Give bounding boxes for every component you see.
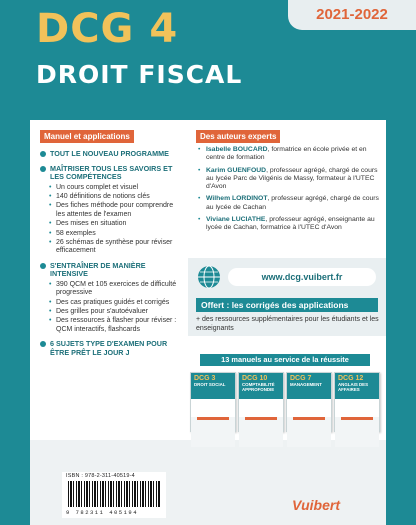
author-item: • Wilhem LORDINOT, professeur agrégé, chargé de cours au lycée de Cachan [206,195,380,212]
offer-description: + des ressources supplémentaires pour les étudiants et les enseignants [196,316,379,332]
book-thumbnail [334,372,380,432]
list-item: • 390 QCM et 105 exercices de difficulté progressive [56,281,178,298]
bullet-dot-icon [40,341,46,347]
book-code: DCG 7 [290,375,312,382]
feature-list [40,184,178,256]
features-column [40,144,178,359]
book-thumbnail [190,372,236,432]
authors-list [196,142,380,233]
publisher-logo: Vuibert [292,497,340,513]
barcode [62,472,166,518]
book-title: ANGLAIS DES AFFAIRES [338,382,369,392]
book-code: DCG 12 [338,375,364,382]
feature-heading: MAÎTRISER TOUS LES SAVOIRS ET LES COMPÉTENCES [50,165,178,182]
list-item: • 58 exemples [56,230,178,238]
manuals-heading: 13 manuels au service de la réussite [200,354,370,366]
list-item: • Un cours complet et visuel [56,184,178,192]
bullet-dot-icon [40,151,46,157]
series-title: DCG 4 [36,6,179,52]
feature-heading: S'ENTRAÎNER DE MANIÈRE INTENSIVE [50,262,178,279]
authors-heading: Des auteurs experts [196,130,280,143]
author-item: • Isabelle BOUCARD, formatrice en école privée et en centre de formation [206,146,380,163]
list-item: • 140 définitions de notions clés [56,193,178,201]
offer-banner: Offert : les corrigés des applications [196,298,378,312]
book-title: COMPTABILITÉ APPROFONDIE [242,382,275,392]
author-item: • Viviane LUCIATHE, professeur agrégé, enseignante au lycée de Cachan, formatrice à l'UTEC d'Avon [206,216,380,233]
barcode-number: 9 782311 405194 [66,509,139,516]
book-thumbnail [286,372,332,432]
barcode-bars [68,481,160,507]
website-link[interactable]: www.dcg.vuibert.fr [228,268,376,286]
feature-heading: TOUT LE NOUVEAU PROGRAMME [50,150,178,159]
book-code: DCG 10 [242,375,268,382]
list-item: • 26 schémas de synthèse pour réviser efficacement [56,239,178,256]
list-item: • Des ressources à flasher pour réviser : QCM interactifs, flashcards [56,317,178,334]
book-thumbnail [238,372,284,432]
list-item: • Des grilles pour s'autoévaluer [56,308,178,316]
book-title: DROIT SOCIAL [194,382,226,387]
book-code: DCG 3 [194,375,216,382]
bullet-dot-icon [40,263,46,269]
subject-title: DROIT FISCAL [36,60,243,89]
feature-heading: 6 SUJETS TYPE D'EXAMEN POUR ÊTRE PRÊT LE JOUR J [50,340,178,357]
author-item: • Karim GUENFOUD, professeur agrégé, chargé de cours au lycée Parc de Vilgénis de Massy, formateur à l'UTEC d'Avon [206,167,380,192]
book-title: MANAGEMENT [290,382,322,387]
left-heading: Manuel et applications [40,130,134,143]
list-item: • Des fiches méthode pour comprendre les attentes de l'examen [56,202,178,219]
list-item: • Des mises en situation [56,220,178,228]
year-badge: 2021-2022 [288,0,416,30]
feature-list [40,281,178,334]
isbn-text: ISBN : 978-2-311-40519-4 [66,473,135,479]
bullet-dot-icon [40,166,46,172]
list-item: • Des cas pratiques guidés et corrigés [56,299,178,307]
globe-icon [196,264,222,290]
